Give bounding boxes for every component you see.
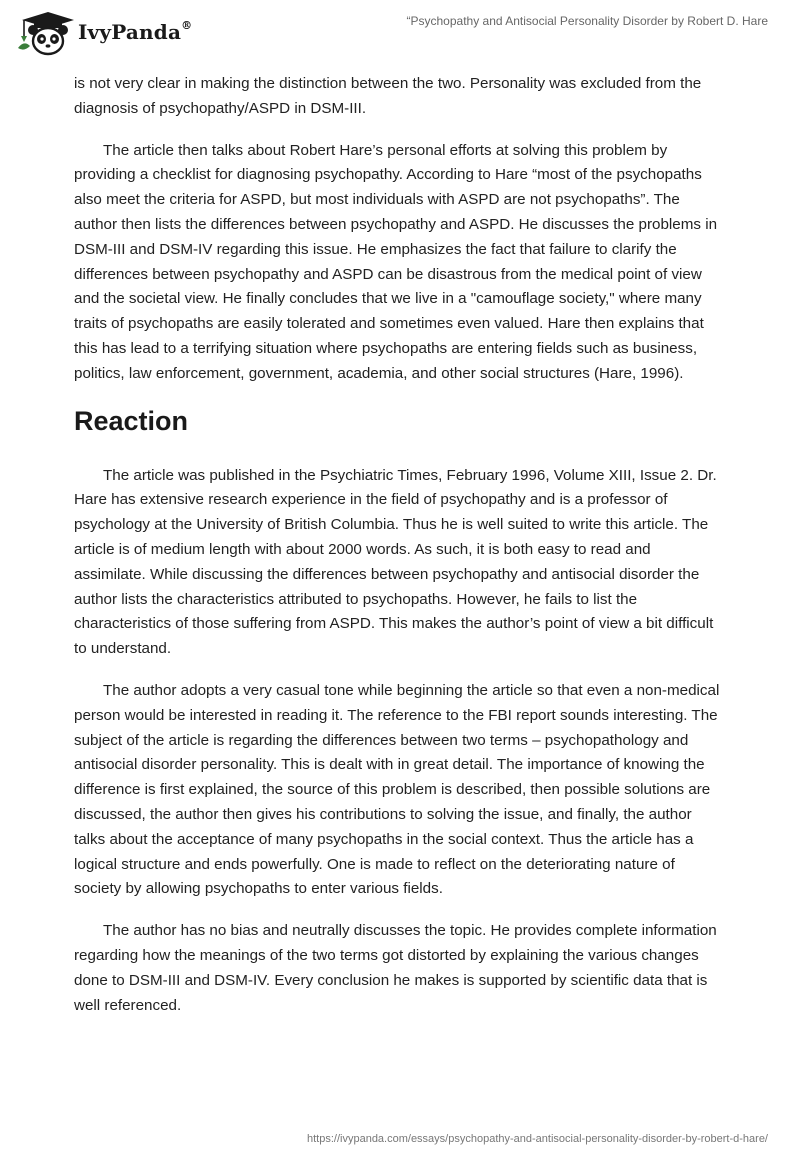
brand-name-text: IvyPanda [78,20,182,44]
registered-mark: ® [181,19,193,33]
paragraph-4: The author adopts a very casual tone while beginning the article so that even a non-medical person would be interested in reading it. The reference to the FBI report sounds interesting. The subject of the article is regarding the differences between two terms – psychopathology and antisocial disorder personality. This is dealt with in great detail. The importance of knowing the difference is first explained, the source of this problem is described, then possible solutions are discussed, the author then gives his contributions to solving the issue, and finally, the author talks about the acceptance of many psychopaths in the social context. Thus the article has a logical structure and ends powerfully. One is made to reflect on the deteriorating nature of society by allowing psychopaths to enter various fields. [74,681,720,898]
paragraph-2: The article then talks about Robert Hare’s personal efforts at solving this problem by providing a checklist for diagnosing psychopathy. According to Hare “most of the psychopaths also meet the criteria for ASPD, but most individuals with ASPD are not psychopaths”. The author then lists the differences between psychopathy and ASPD. He discusses the problems in DSM-III and DSM-IV regarding this issue. He emphasizes the fact that failure to clarify the differences between psychopathy and ASPD can be disastrous from the medical point of view and the societal view. He finally concludes that we live in a "camouflage society," where many traits of psychopaths are easily tolerated and sometimes even valued. Hare then explains that this has lead to a terrifying situation where psychopaths are entering fields such as business, politics, law enforcement, government, academia, and other social structures (Hare, 1996). [74,141,718,382]
paragraph-1: is not very clear in making the distinction between the two. Personality was excluded from the diagnosis of psychopathy/ASPD in DSM-III. [74,75,702,117]
source-url[interactable]: https://ivypanda.com/essays/psychopathy-and-antisocial-personality-disorder-by-robert-d-hare/ [307,1133,768,1145]
document-title: “Psychopathy and Antisocial Personality Disorder by Robert D. Hare [406,14,768,28]
panda-logo-icon[interactable] [14,8,74,58]
paragraph-3: The article was published in the Psychiatric Times, February 1996, Volume XIII, Issue 2. Dr. Hare has extensive research experience in the field of psychopathy and is a professor of psychology at the University of British Columbia. Thus he is well suited to write this article. The article is of medium length with about 2000 words. As such, it is both easy to read and assimilate. While discussing the differences between psychopathy and antisocial disorder the author lists the characteristics attributed to psychopaths. However, he fails to list the characteristics of those suffering from ASPD. This makes the author’s point of view a bit difficult to understand. [74,466,717,658]
article-body [74,72,726,1035]
brand-name[interactable] [78,20,192,44]
page-header [0,0,800,70]
paragraph-5: The author has no bias and neutrally discusses the topic. He provides complete information regarding how the meanings of the two terms got distorted by explaining the various changes done to DSM-III and DSM-IV. Every conclusion he makes is supported by scientific data that is well referenced. [74,922,717,1014]
section-heading-reaction: Reaction [74,405,189,436]
